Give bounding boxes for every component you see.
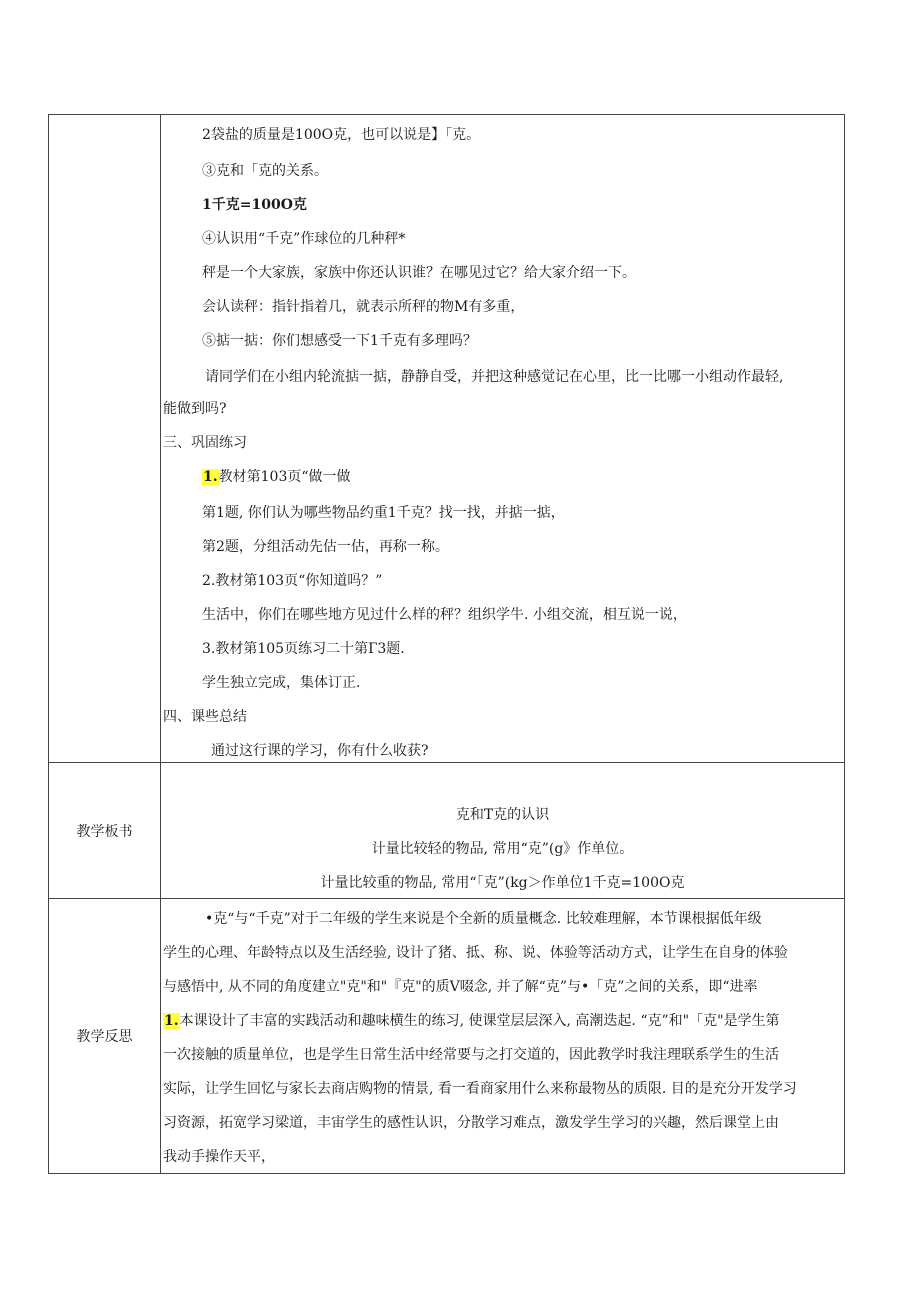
text-line: 1千克=100O克 (202, 197, 307, 213)
text-line: 能做到吗? (163, 401, 227, 417)
section-heading: 四、课些总结 (163, 709, 247, 725)
text-line: 秤是一个大家族，家族中你还认识谁？在哪见过它？给大家介绍一下。 (202, 265, 636, 281)
reflection-line: 一次接触的质量单位，也是学生日常生活中经常要与之打交道的，因此教学时我注理联系学生的生活 (163, 1047, 779, 1063)
lesson-plan-table (48, 114, 845, 1174)
text-line: 通过这行课的学习，你有什么收获? (211, 743, 429, 759)
text-line: 学生独立完成，集体订正. (202, 675, 361, 691)
reflection-line: 与感悟中, 从不同的角度建立"克"和"『克"的质V啜念, 并了解“克”与•「克”之间的关系，即“进率 (163, 979, 758, 995)
text-line: ③克和「克的关系。 (202, 163, 328, 179)
text-line: ④认识用“千克”作球位的几种秤* (202, 231, 406, 247)
section-heading: 三、巩固练习 (163, 435, 247, 451)
reflection-line: 实际，让学生回忆与家长去商店购物的情景, 看一看商家用什么来称最物丛的质限. 目的是充分开发学习 (163, 1081, 797, 1097)
reflection-label: 教学反思 (49, 899, 161, 1174)
text-line: 请同学们在小组内轮流掂一掂，静静自受，并把这种感觉记在心里，比一比哪一小组动作最轻, (205, 369, 784, 385)
text-line: 3.教材第105页练习二十第Г3题. (202, 641, 405, 657)
board-line: 计量比较轻的物品, 常用“克”(g》作单位。 (371, 841, 634, 857)
text-line: 第2题，分组活动先估一估，再称一称。 (202, 539, 449, 555)
text-line: 生活中，你们在哪些地方见过什么样的秤？组织学牛. 小组交流，相互说一说， (202, 607, 687, 623)
row-board (49, 763, 845, 899)
text-line: 会认读秤：指针指着几，就表示所秤的物M有多重， (202, 299, 525, 315)
reflection-line: 学生的心理、年龄特点以及生活经验, 设计了猪、抵、称、说、体验等活动方式，让学生在自身的体验 (163, 945, 788, 961)
board-title: 克和T克的认识 (455, 807, 550, 823)
reflection-line: 我动手操作天平， (163, 1149, 275, 1165)
reflection-line: •克“与“千克”对于二年级的学生来说是个全新的质量概念. 比较难理解，本节课根据低年级 (205, 911, 762, 927)
highlight-mark: 1. (164, 1013, 179, 1029)
board-content-cell (161, 763, 845, 899)
text-span: 本课设计了丰富的实践活动和趣味横生的练习, 使课堂层层深入, 高潮迭起. “克”和"「克"是学生第 (179, 1013, 780, 1029)
board-label: 教学板书 (49, 763, 161, 899)
text-line: 第1题, 你们认为哪些物品约重1千克？找一找，并掂一掂， (202, 505, 565, 521)
text-line (202, 467, 351, 487)
board-line: 计量比较重的物品, 常用“「克”(kg＞作单位1千克=100O克 (320, 875, 685, 891)
empty-label-cell (49, 115, 161, 763)
reflection-line (163, 1011, 780, 1031)
text-line: 2.教材第103页“你知道吗？” (202, 573, 383, 589)
text-line: 2袋盐的质量是100O克，也可以说是】「克。 (202, 127, 481, 143)
reflection-content-cell (161, 899, 845, 1174)
highlight-mark: 1. (203, 469, 218, 485)
text-line: ⑤掂一掂：你们想感受一下1千克有多理吗？ (202, 333, 477, 349)
reflection-line: 习资源，拓宽学习梁道，丰宙学生的感性认识，分散学习难点，激发学生学习的兴趣，然后课堂上由 (163, 1115, 779, 1131)
row-process (49, 115, 845, 763)
process-content-cell (161, 115, 845, 763)
row-reflection (49, 899, 845, 1174)
text-span: 教材第103页“做一做 (218, 469, 351, 485)
